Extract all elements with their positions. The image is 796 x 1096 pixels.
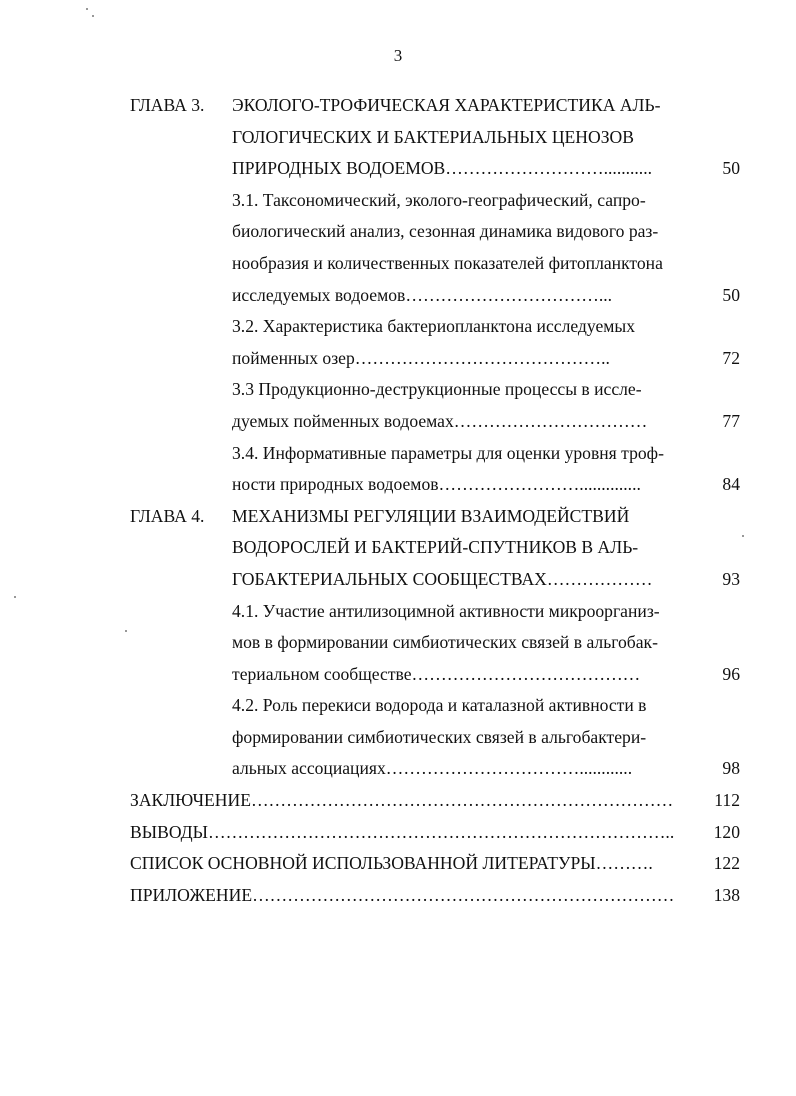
toc-entry-4-1 [0, 627, 796, 659]
toc-entry-title: ЗАКЛЮЧЕНИЕ……………………………………………………………… [130, 790, 674, 811]
toc-entry-page: 138 [713, 884, 740, 905]
toc-entry-page: 112 [714, 790, 740, 811]
toc-entry-page: 77 [722, 410, 740, 431]
toc-entry-line: формировании симбиотических связей в альгобактери- [232, 726, 647, 747]
page-number: 3 [393, 46, 403, 65]
toc-entry-line: 3.2. Характеристика бактериопланктона исследуемых [232, 316, 635, 337]
toc-entry-line: биологический анализ, сезонная динамика видового раз- [232, 221, 659, 242]
scan-speck [92, 15, 94, 17]
toc-entry-line: ности природных водоемов…………………….............. [232, 474, 641, 495]
toc-entry-3-1 [0, 248, 796, 280]
toc-entry-4-1 [0, 659, 796, 691]
toc-entry-appendix [0, 880, 796, 912]
toc-entry-3-1 [0, 185, 796, 217]
chapter4-heading [0, 501, 796, 533]
toc-entry-findings [0, 817, 796, 849]
toc-entry-page: 50 [722, 284, 740, 305]
chapter3-title-line: ПРИРОДНЫХ ВОДОЕМОВ………………………........... [232, 158, 653, 179]
toc-entry-line: пойменных озер…………………………………….. [232, 347, 610, 368]
toc-entry-3-4 [0, 469, 796, 501]
toc-entry-references [0, 848, 796, 880]
toc-entry-page: 96 [722, 663, 740, 684]
toc-entry-line: териальном сообществе………………………………… [232, 663, 641, 684]
toc-entry-page: 98 [722, 758, 740, 779]
toc-entry-line: 4.1. Участие антилизоцимной активности микроорганиз- [232, 600, 660, 621]
toc-entry-line: дуемых пойменных водоемах…………………………… [232, 410, 648, 431]
toc-entry-line: мов в формировании симбиотических связей в альгобак- [232, 632, 658, 653]
toc-entry-3-1 [0, 216, 796, 248]
toc-entry-line: 4.2. Роль перекиси водорода и каталазной активности в [232, 695, 647, 716]
chapter4-title-row [0, 532, 796, 564]
toc-entry-4-2 [0, 722, 796, 754]
chapter3-page: 50 [722, 158, 740, 179]
chapter4-title-line: МЕХАНИЗМЫ РЕГУЛЯЦИИ ВЗАИМОДЕЙСТВИЙ [232, 505, 630, 526]
chapter4-title-line: ВОДОРОСЛЕЙ И БАКТЕРИЙ-СПУТНИКОВ В АЛЬ- [232, 537, 639, 558]
chapter4-title-row [0, 564, 796, 596]
chapter3-heading [0, 90, 796, 122]
toc-entry-4-2 [0, 690, 796, 722]
toc-entry-3-1 [0, 280, 796, 312]
toc-entry-line: 3.1. Таксономический, эколого-географический, сапро- [232, 189, 646, 210]
toc-entry-3-2 [0, 343, 796, 375]
toc-entry-page: 120 [713, 821, 740, 842]
toc-entry-title: ВЫВОДЫ…………………………………………………………………….. [130, 821, 675, 842]
chapter3-title-line: ЭКОЛОГО-ТРОФИЧЕСКАЯ ХАРАКТЕРИСТИКА АЛЬ- [232, 95, 661, 115]
toc-entry-4-2 [0, 753, 796, 785]
toc-entry-conclusion [0, 785, 796, 817]
toc-entry-page: 84 [722, 474, 740, 495]
scan-speck [86, 8, 88, 10]
table-of-contents [0, 90, 796, 911]
chapter3-title-line: ГОЛОГИЧЕСКИХ И БАКТЕРИАЛЬНЫХ ЦЕНОЗОВ [232, 126, 634, 147]
chapter3-title-row [0, 122, 796, 154]
toc-entry-3-3 [0, 374, 796, 406]
toc-entry-4-1 [0, 596, 796, 628]
toc-entry-3-3 [0, 406, 796, 438]
toc-entry-line: нообразия и количественных показателей фитопланктона [232, 252, 663, 273]
toc-entry-3-4 [0, 438, 796, 470]
toc-entry-line: альных ассоциациях……………………………............ [232, 758, 633, 779]
toc-entry-line: исследуемых водоемов……………………………... [232, 284, 613, 305]
toc-entry-title: СПИСОК ОСНОВНОЙ ИСПОЛЬЗОВАННОЙ ЛИТЕРАТУРЫ………. [130, 853, 653, 874]
toc-entry-title: ПРИЛОЖЕНИЕ……………………………………………………………… [130, 884, 675, 905]
toc-entry-page: 122 [713, 853, 740, 874]
chapter4-page: 93 [722, 568, 740, 589]
toc-entry-line: 3.4. Информативные параметры для оценки уровня троф- [232, 442, 664, 463]
chapter3-label: ГЛАВА 3. [130, 95, 205, 115]
toc-entry-page: 72 [722, 347, 740, 368]
chapter3-title-row [0, 153, 796, 185]
toc-entry-line: 3.3 Продукционно-деструкционные процессы в иссле- [232, 379, 642, 400]
chapter4-title-line: ГОБАКТЕРИАЛЬНЫХ СООБЩЕСТВАХ……………… [232, 568, 653, 589]
toc-entry-3-2 [0, 311, 796, 343]
chapter4-label: ГЛАВА 4. [130, 505, 205, 526]
